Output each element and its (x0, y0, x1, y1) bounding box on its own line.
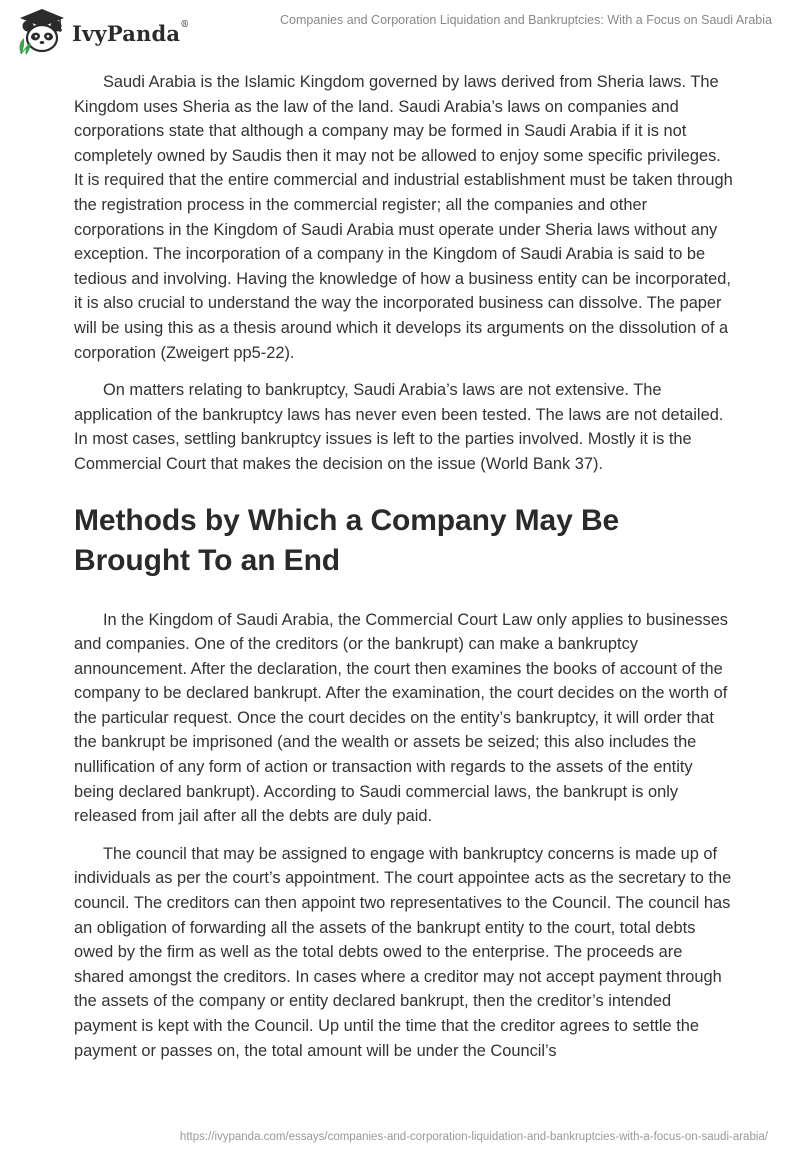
panda-graduation-icon (14, 8, 70, 56)
registered-mark: ® (180, 19, 190, 30)
source-url[interactable]: https://ivypanda.com/essays/companies-and-corporation-liquidation-and-bankruptcies-with-a-focus-on-saudi-arabia/ (179, 1131, 768, 1143)
logo-wordmark-text: IvyPanda (72, 20, 181, 46)
essay-content (74, 70, 734, 1076)
paragraph-intro: Saudi Arabia is the Islamic Kingdom governed by laws derived from Sheria laws. The Kingdom uses Sheria as the law of the land. Saudi Arabia’s laws on companies and corporations state that although a company may be formed in Saudi Arabia if it is not completely owned by Saudis then it may not be allowed to enjoy some specific privileges. It is required that the entire commercial and industrial establishment must be taken through the registration process in the commercial register; all the companies and other corporations in the Kingdom of Saudi Arabia must operate under Sheria laws without any exception. The incorporation of a company in the Kingdom of Saudi Arabia is said to be tedious and involving. Having the knowledge of how a business entity can be incorporated, it is also crucial to understand the way the incorporated business can dissolve. The paper will be using this as a thesis around which it develops its arguments on the dissolution of a corporation (Zweigert pp5-22). (74, 73, 733, 362)
paragraph-bankruptcy-laws: On matters relating to bankruptcy, Saudi Arabia’s laws are not extensive. The application of the bankruptcy laws has never even been tested. The laws are not detailed. In most cases, settling bankruptcy issues is left to the parties involved. Mostly it is the Commercial Court that makes the decision on the issue (World Bank 37). (74, 381, 724, 473)
paragraph-commercial-court: In the Kingdom of Saudi Arabia, the Commercial Court Law only applies to businesses and companies. One of the creditors (or the bankrupt) can make a bankruptcy announcement. After the declaration, the court then examines the books of account of the company to be declared bankrupt. After the examination, the court decides on the worth of the particular request. Once the court decides on the entity’s bankruptcy, it will order that the bankrupt be imprisoned (and the wealth or assets be seized; this also includes the nullification of any form of action or transaction with regards to the assets of the entity being declared bankrupt). According to Saudi commercial laws, the bankrupt is only released from jail after all the debts are duly paid. (74, 610, 729, 826)
paragraph-council: The council that may be assigned to engage with bankruptcy concerns is made up of individuals as per the court’s appointment. The court appointee acts as the secretary to the council. The creditors can then appoint two representatives to the Council. The council has an obligation of forwarding all the assets of the bankrupt entity to the court, total debts owed by the firm as well as the total debts owed to the enterprise. The proceeds are shared amongst the creditors. In cases where a creditor may not accept payment through the assets of the company or entity declared bankrupt, then the creditor’s intended payment is kept with the Council. Up until the time that the creditor agrees to settle the payment or passes on, the total amount will be under the Council’s (74, 844, 732, 1060)
logo-wordmark (72, 21, 189, 46)
ivypanda-logo[interactable] (14, 8, 189, 56)
section-heading: Methods by Which a Company May Be Brought To an End (74, 503, 620, 577)
page-header (0, 0, 800, 60)
document-title: Companies and Corporation Liquidation and Bankruptcies: With a Focus on Saudi Arabia (280, 13, 772, 27)
